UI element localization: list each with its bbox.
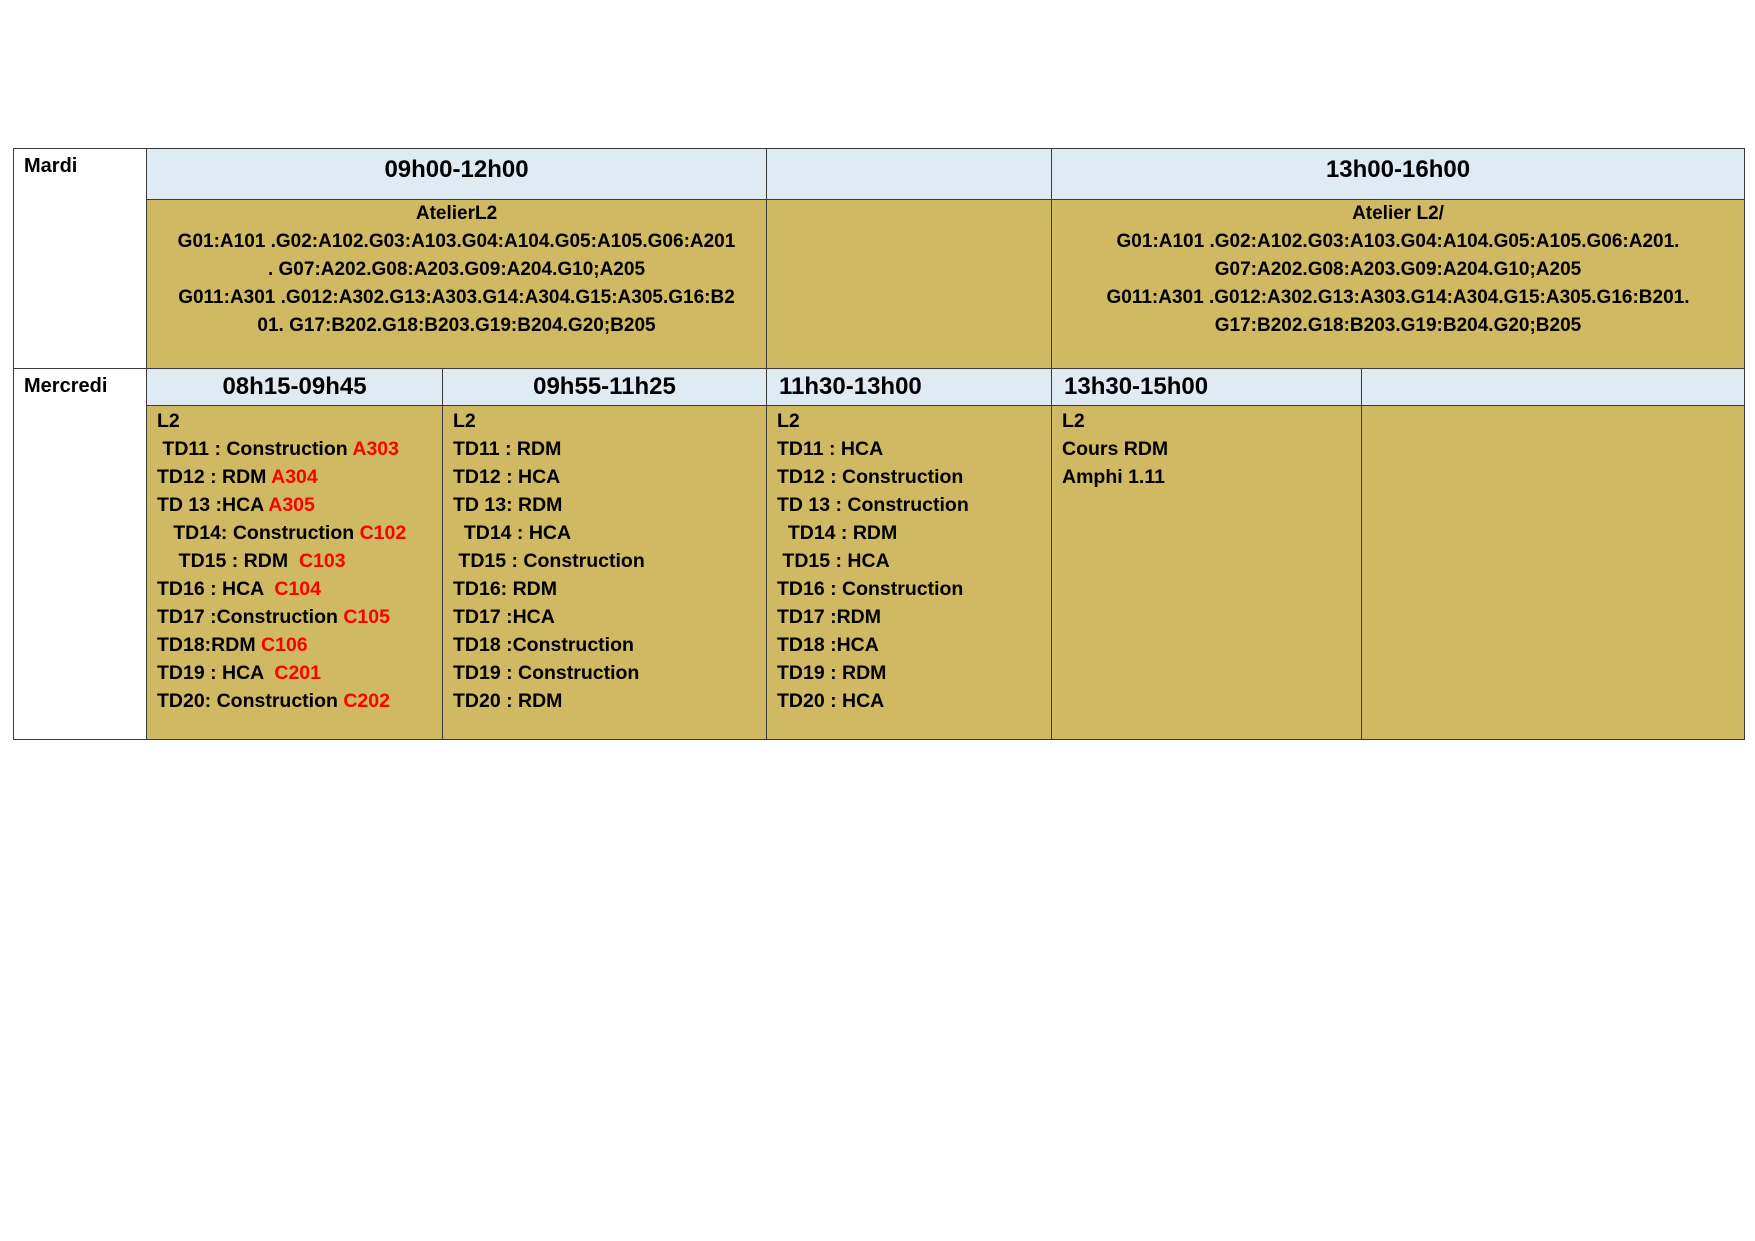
mercredi-slot-3-time: 11h30-13h00: [767, 369, 1052, 406]
mardi-slot-3-time: 13h00-16h00: [1052, 149, 1745, 200]
td-group-line: [157, 687, 442, 715]
td-group-line: [453, 659, 766, 687]
td-group-line: [157, 519, 442, 547]
td-group-text: TD20 : HCA: [777, 690, 885, 712]
td-group-text: TD19 : HCA: [157, 662, 275, 684]
td-group-line: [453, 547, 766, 575]
room-code: C104: [274, 578, 321, 600]
td-group-text: TD16 : HCA: [157, 578, 275, 600]
room-code: A304: [271, 466, 318, 488]
mercredi-slot-4-time: 13h30-15h00: [1052, 369, 1362, 406]
room-code: A305: [268, 494, 315, 516]
room-code: C106: [261, 634, 308, 656]
td-group-text: TD14 : HCA: [453, 522, 572, 544]
td-group-text: TD20 : RDM: [453, 690, 563, 712]
td-group-text: L2: [157, 410, 180, 432]
td-group-line: [777, 519, 1051, 547]
td-group-line: [157, 659, 442, 687]
mardi-slot-3-content: [1052, 200, 1745, 369]
timetable: [13, 148, 1745, 740]
td-group-line: [453, 463, 766, 491]
td-group-text: Amphi 1.11: [1062, 466, 1165, 488]
td-group-line: [453, 603, 766, 631]
mercredi-slot-3-content: [767, 406, 1052, 740]
td-group-text: TD16: RDM: [453, 578, 558, 600]
td-group-text: TD18:RDM: [157, 634, 262, 656]
atelier-groups-line: G011:A301 .G012:A302.G13:A303.G14:A304.G15:A305.G16:B201.: [1106, 287, 1690, 308]
td-group-text: TD18 :HCA: [777, 634, 879, 656]
mercredi-slot-1-time: 08h15-09h45: [147, 369, 443, 406]
mardi-content-row: [14, 200, 1745, 369]
td-group-line: [777, 659, 1051, 687]
atelier-groups-line: . G07:A202.G08:A203.G09:A204.G10;A205: [267, 259, 646, 280]
room-code: C201: [274, 662, 321, 684]
td-group-line: [1062, 435, 1361, 463]
td-group-line: [453, 687, 766, 715]
atelier-groups-line: G01:A101 .G02:A102.G03:A103.G04:A104.G05:A105.G06:A201: [177, 231, 736, 252]
td-group-line: [157, 575, 442, 603]
td-group-line: [157, 491, 442, 519]
day-label-mardi: Mardi: [14, 149, 147, 369]
level-label: [157, 407, 442, 435]
td-group-text: TD14: Construction: [157, 522, 360, 544]
td-group-line: [777, 603, 1051, 631]
atelier-groups-line: G07:A202.G08:A203.G09:A204.G10;A205: [1214, 259, 1582, 280]
td-group-text: TD16 : Construction: [777, 578, 964, 600]
td-group-text: L2: [1062, 410, 1085, 432]
mercredi-header-row: [14, 369, 1745, 406]
mercredi-content-row: [14, 406, 1745, 740]
td-group-text: L2: [453, 410, 476, 432]
mardi-header-row: [14, 149, 1745, 200]
mardi-slot-1-content: [147, 200, 767, 369]
td-group-text: TD 13 : Construction: [777, 494, 969, 516]
mercredi-slot-1-content: [147, 406, 443, 740]
td-group-line: [453, 519, 766, 547]
td-group-line: [453, 435, 766, 463]
td-group-line: [157, 463, 442, 491]
td-group-text: Cours RDM: [1062, 438, 1169, 460]
td-group-text: TD18 :Construction: [453, 634, 634, 656]
td-group-text: TD17 :RDM: [777, 606, 882, 628]
td-group-text: L2: [777, 410, 800, 432]
atelier-groups-line: G011:A301 .G012:A302.G13:A303.G14:A304.G15:A305.G16:B2: [178, 287, 735, 308]
td-group-line: [777, 575, 1051, 603]
td-group-text: TD 13: RDM: [453, 494, 563, 516]
mercredi-slot-4-content: [1052, 406, 1362, 740]
td-group-line: [453, 631, 766, 659]
td-group-text: TD 13 :HCA: [157, 494, 269, 516]
td-group-text: TD11 : RDM: [453, 438, 562, 460]
mercredi-slot-2-time: 09h55-11h25: [443, 369, 767, 406]
td-group-line: [157, 603, 442, 631]
td-group-line: [777, 463, 1051, 491]
td-group-text: TD12 : Construction: [777, 466, 964, 488]
td-group-text: TD17 :Construction: [157, 606, 344, 628]
room-code: C102: [359, 522, 407, 544]
td-group-text: TD19 : Construction: [453, 662, 640, 684]
level-label: [777, 407, 1051, 435]
td-group-line: [777, 491, 1051, 519]
td-group-line: [777, 687, 1051, 715]
td-group-text: TD15 : HCA: [777, 550, 890, 572]
day-label-mercredi: Mercredi: [14, 369, 147, 740]
td-group-text: TD17 :HCA: [453, 606, 555, 628]
atelier-title: Atelier L2/: [1352, 203, 1444, 224]
room-code: C105: [343, 606, 390, 628]
mardi-slot-2-time: [767, 149, 1052, 200]
td-group-line: [157, 435, 442, 463]
mercredi-slot-2-content: [443, 406, 767, 740]
td-group-text: TD15 : RDM: [157, 550, 299, 572]
td-group-line: [1062, 463, 1361, 491]
td-group-text: TD12 : RDM: [157, 466, 272, 488]
atelier-groups-line: G01:A101 .G02:A102.G03:A103.G04:A104.G05:A105.G06:A201.: [1116, 231, 1680, 252]
td-group-line: [157, 631, 442, 659]
room-code: C103: [298, 550, 346, 572]
atelier-groups-line: 01. G17:B202.G18:B203.G19:B204.G20;B205: [257, 315, 656, 336]
td-group-text: TD11 : Construction: [157, 438, 353, 460]
td-group-text: TD20: Construction: [157, 690, 344, 712]
atelier-groups-line: G17:B202.G18:B203.G19:B204.G20;B205: [1214, 315, 1582, 336]
td-group-line: [777, 435, 1051, 463]
td-group-line: [157, 547, 442, 575]
room-code: A303: [352, 438, 399, 460]
td-group-text: TD12 : HCA: [453, 466, 561, 488]
mardi-slot-1-time: 09h00-12h00: [147, 149, 767, 200]
level-label: [453, 407, 766, 435]
td-group-line: [777, 631, 1051, 659]
mercredi-slot-5-content: [1362, 406, 1745, 740]
td-group-text: TD11 : HCA: [777, 438, 884, 460]
room-code: C202: [343, 690, 390, 712]
td-group-text: TD15 : Construction: [453, 550, 645, 572]
mardi-slot-2-content: [767, 200, 1052, 369]
td-group-text: TD19 : RDM: [777, 662, 887, 684]
mercredi-slot-5-time: [1362, 369, 1745, 406]
td-group-line: [777, 547, 1051, 575]
atelier-title: AtelierL2: [415, 203, 498, 224]
level-label: [1062, 407, 1361, 435]
td-group-line: [453, 575, 766, 603]
td-group-text: TD14 : RDM: [777, 522, 898, 544]
td-group-line: [453, 491, 766, 519]
